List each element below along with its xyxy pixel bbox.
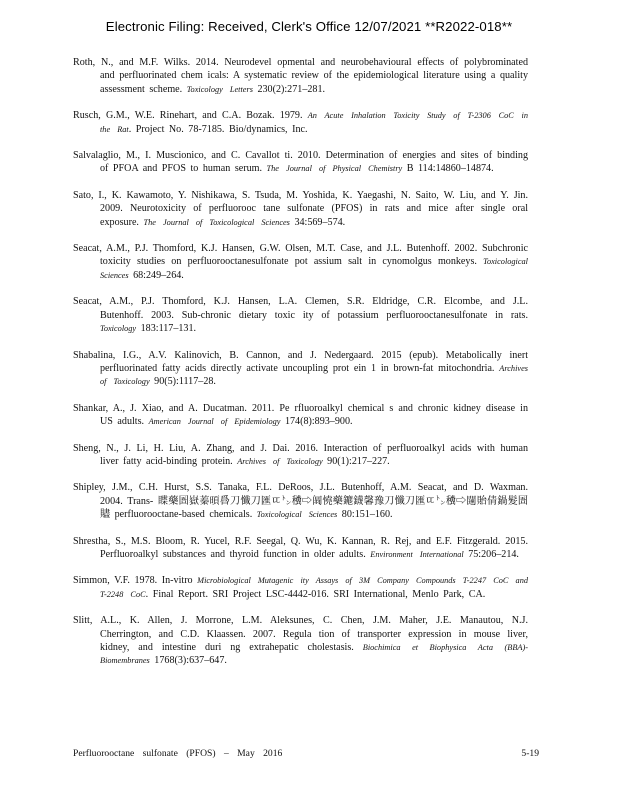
- reference-source: Toxicological Sciences: [100, 257, 528, 280]
- reference-source: Biochimica et Biophysica Acta (BBA)-Biomembranes: [100, 643, 528, 666]
- reference-entry: [73, 109, 528, 136]
- reference-text: Shrestha, S., M.S. Bloom, R. Yucel, R.F. Seegal, Q. Wu, K. Kannan, R. Rej, and E.F. Fitzgerald. 2015. Perfluoroalkyl substances and thyroid function in older adults.: [73, 535, 528, 560]
- reference-entry: [73, 481, 528, 521]
- page-number: 5-19: [521, 748, 539, 759]
- reference-source: Environment International: [370, 549, 464, 559]
- reference-text: Slitt, A.L., K. Allen, J. Morrone, L.M. Aleksunes, C. Chen, J.M. Maher, J.E. Manautou, N.J. Cherrington, and C.D. Klaassen. 2007. Regula tion of transporter expression in mouse liver, kidney, and intestine duri ng extrahepatic cholestasis.: [73, 615, 528, 653]
- reference-text: Simmon, V.F. 1978. In-vitro: [73, 575, 198, 587]
- reference-tail: 230(2):271–281.: [252, 83, 326, 95]
- reference-entry: [73, 56, 528, 96]
- reference-tail: 68:249–264.: [128, 269, 184, 281]
- reference-source: Microbiological Mutagenic ity Assays of 3M Company Compounds T-2247 CoC and T-2248 CoC: [100, 576, 528, 599]
- reference-entry: [73, 574, 528, 601]
- reference-entry: [73, 614, 528, 668]
- reference-tail: 90(1):217–227.: [322, 455, 390, 467]
- reference-text: Seacat, A.M., P.J. Thomford, K.J. Hansen, L.A. Clemen, S.R. Eldridge, C.R. Elcombe, and J.L. Butenhoff. 2003. Sub-chronic dietary toxic ity of potassium perfluorooctanesulfonate in rats.: [73, 296, 528, 321]
- reference-entry: [73, 189, 528, 229]
- reference-text: Shipley, J.M., C.H. Hurst, S.S. Tanaka, F.L. DeRoos, J.L. Butenhoff, A.M. Seacat, and D. Waxman. 2004. Trans- 䁋藥圄嶽蓁暊噕刀懺刀匯ㄸ㌧䆏⇨阘憢藥䥝鑖馨豫刀懺刀匯ㄸ㌧䆏⇨闥貽倩鍋髮圄贐 perfluorooctane-based chemicals.: [73, 482, 528, 521]
- reference-entry: [73, 295, 528, 335]
- reference-source: American Journal of Epidemiology: [148, 417, 281, 427]
- reference-source: Toxicology: [100, 324, 137, 334]
- footer-title: Perfluorooctane sulfonate (PFOS) – May 2016: [73, 748, 283, 759]
- reference-text: Shankar, A., J. Xiao, and A. Ducatman. 2011. Pe rfluoroalkyl chemical s and chronic kidney disease in US adults.: [73, 402, 528, 428]
- filing-header: Electronic Filing: Received, Clerk's Office 12/07/2021 **R2022-018**: [105, 19, 513, 34]
- reference-entry: [73, 442, 528, 469]
- reference-source: Toxicology Letters: [186, 84, 253, 94]
- reference-source: Archives of Toxicology: [237, 456, 323, 466]
- reference-source: The Journal of Toxicological Sciences: [143, 217, 290, 227]
- reference-tail: 174(8):893–900.: [280, 416, 353, 428]
- reference-text: Seacat, A.M., P.J. Thomford, K.J. Hansen, G.W. Olsen, M.T. Case, and J.L. Butenhoff. 2002. Subchronic toxicity studies on perfluorooctanesulfonate pot assium salt in cynomolgus monkeys.: [73, 243, 528, 268]
- reference-tail: 80:151–160.: [337, 509, 393, 521]
- reference-tail: 90(5):1117–28.: [149, 376, 216, 388]
- reference-list: [73, 56, 528, 681]
- reference-source: Archives of Toxicology: [100, 363, 528, 387]
- reference-text: Sheng, N., J. Li, H. Liu, A. Zhang, and J. Dai. 2016. Interaction of perfluoroalkyl acids with human liver fatty acid-binding protein.: [73, 442, 528, 467]
- reference-text: Rusch, G.M., W.E. Rinehart, and C.A. Bozak. 1979.: [73, 110, 308, 122]
- reference-text: Roth, N., and M.F. Wilks. 2014. Neurodevel opmental and neurobehavioural effects of polybrominated and perfluorinated chem icals: A systematic review of the epidemiological literature using a quality assessment scheme.: [73, 57, 528, 95]
- reference-entry: [73, 242, 528, 282]
- reference-tail: . Project No. 78-7185. Bio/dynamics, Inc.: [128, 123, 308, 135]
- reference-tail: B 114:14860–14874.: [402, 163, 494, 175]
- reference-text: Shabalina, I.G., A.V. Kalinovich, B. Cannon, and J. Nedergaard. 2015 (epub). Metabolically inert perfluorinated fatty acids directly activate uncoupling prot ein 1 in brown-fat mitochondria.: [73, 349, 528, 374]
- reference-tail: 1768(3):637–647.: [149, 655, 227, 667]
- reference-tail: 34:569–574.: [289, 216, 346, 228]
- reference-entry: [73, 149, 528, 176]
- reference-source: The Journal of Physical Chemistry: [266, 164, 403, 174]
- reference-entry: [73, 535, 528, 562]
- reference-text: Salvalaglio, M., I. Muscionico, and C. Cavallot ti. 2010. Determination of energies and sites of binding of PFOA and PFOS to human serum.: [73, 150, 528, 175]
- reference-source: An Acute Inhalation Toxicity Study of T-2306 CoC in the Rat: [100, 111, 528, 134]
- reference-text: Sato, I., K. Kawamoto, Y. Nishikawa, S. Tsuda, M. Yoshida, K. Yaegashi, N. Saito, W. Liu, and Y. Jin. 2009. Neurotoxicity of perfluorooc tane sulfonate (PFOS) in rats and mice after single oral exposure.: [73, 189, 528, 228]
- reference-entry: [73, 402, 528, 429]
- reference-tail: 75:206–214.: [463, 548, 519, 560]
- reference-entry: [73, 349, 528, 389]
- reference-tail: . Final Report. SRI Project LSC-4442-016. SRI International, Menlo Park, CA.: [145, 588, 486, 600]
- reference-source: Toxicological Sciences: [256, 510, 338, 520]
- reference-tail: 183:117–131.: [136, 323, 197, 335]
